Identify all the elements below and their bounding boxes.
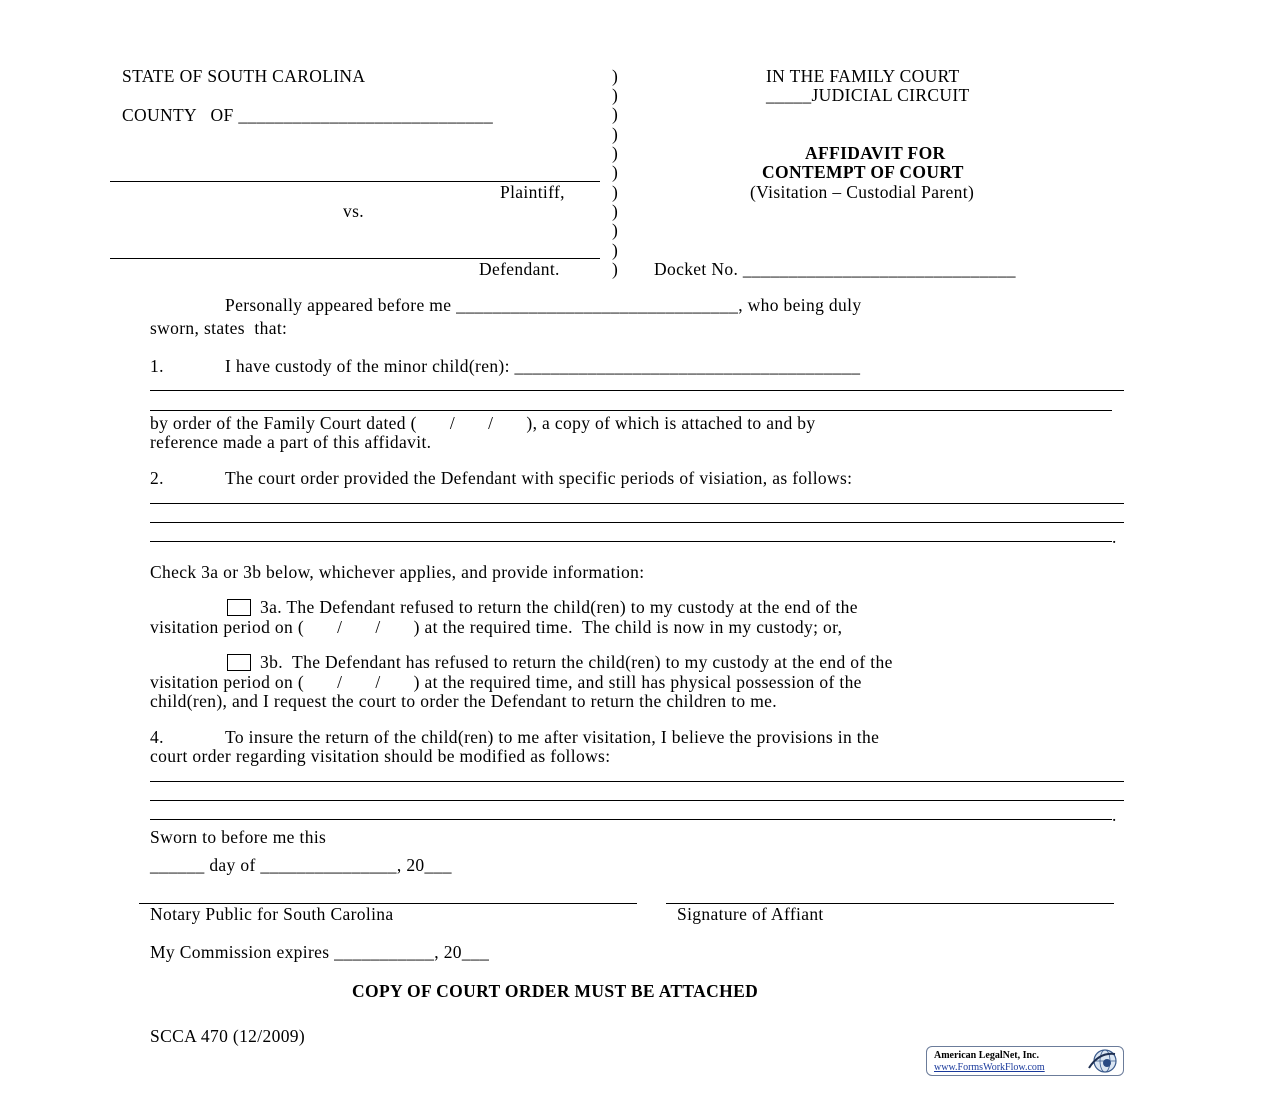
check-instruction: Check 3a or 3b below, whichever applies, and provide information: (150, 562, 645, 582)
blank-line (150, 781, 1124, 782)
item3b-line3: child(ren), and I request the court to order the Defendant to return the children to me. (150, 691, 778, 711)
item2-number: 2. (150, 468, 164, 488)
item1-order-line2: reference made a part of this affidavit. (150, 432, 432, 452)
commission-expires: My Commission expires ___________, 20___ (150, 942, 490, 962)
blank-line (150, 800, 1124, 801)
caption-paren: ) (612, 201, 618, 221)
caption-paren: ) (612, 259, 618, 279)
checkbox-3b[interactable] (227, 654, 251, 671)
item1-text: I have custody of the minor child(ren): ______________________________________ (225, 356, 861, 376)
intro-line-1: Personally appeared before me _______________________________, who being duly (225, 295, 862, 315)
defendant-label: Defendant. (479, 259, 560, 279)
item4-number: 4. (150, 727, 164, 747)
blank-line (150, 819, 1112, 820)
state-name: STATE OF SOUTH CAROLINA (122, 66, 366, 86)
form-subtitle: (Visitation – Custodial Parent) (750, 182, 975, 202)
item1-order-line1: by order of the Family Court dated ( / / ), a copy of which is attached to and by (150, 413, 816, 433)
item4-line2: court order regarding visitation should be modified as follows: (150, 746, 611, 766)
blank-line (150, 522, 1124, 523)
caption-paren: ) (612, 104, 618, 124)
blank-line (150, 390, 1124, 391)
item1-number: 1. (150, 356, 164, 376)
publisher-logo[interactable] (926, 1046, 1124, 1076)
item2-text: The court order provided the Defendant with specific periods of visiation, as follows: (225, 468, 853, 488)
item2-end-period: . (1112, 527, 1117, 547)
caption-paren: ) (612, 85, 618, 105)
docket-number: Docket No. ______________________________ (654, 259, 1016, 279)
sworn-line2: ______ day of _______________, 20___ (150, 855, 452, 875)
notary-label: Notary Public for South Carolina (150, 904, 394, 924)
globe-icon (1085, 1048, 1119, 1074)
plaintiff-label: Plaintiff, (500, 182, 565, 202)
court-name: IN THE FAMILY COURT (766, 66, 960, 86)
form-title-line2: CONTEMPT OF COURT (762, 162, 964, 182)
sworn-line1: Sworn to before me this (150, 827, 327, 847)
item4-end-period: . (1112, 805, 1117, 825)
item3b-line2: visitation period on ( / / ) at the required time, and still has physical possession of the (150, 672, 862, 692)
caption-paren: ) (612, 240, 618, 260)
caption-paren: ) (612, 124, 618, 144)
item3b-line1: 3b. The Defendant has refused to return the child(ren) to my custody at the end of the (260, 652, 893, 672)
caption-paren: ) (612, 182, 618, 202)
blank-line (150, 503, 1124, 504)
caption-paren: ) (612, 143, 618, 163)
judicial-circuit: _____JUDICIAL CIRCUIT (766, 85, 970, 105)
caption-paren: ) (612, 162, 618, 182)
intro-line-2: sworn, states that: (150, 318, 288, 338)
caption-paren: ) (612, 220, 618, 240)
logo-website-link[interactable]: www.FormsWorkFlow.com (934, 1062, 1045, 1073)
affiant-label: Signature of Affiant (677, 904, 824, 924)
item3a-line1: 3a. The Defendant refused to return the child(ren) to my custody at the end of the (260, 597, 858, 617)
form-id: SCCA 470 (12/2009) (150, 1026, 306, 1046)
attachment-notice: COPY OF COURT ORDER MUST BE ATTACHED (352, 981, 759, 1001)
blank-line (150, 410, 1112, 411)
checkbox-3a[interactable] (227, 599, 251, 616)
form-title-line1: AFFIDAVIT FOR (805, 143, 946, 163)
versus-label: vs. (343, 201, 364, 221)
caption-paren: ) (612, 66, 618, 86)
blank-line (150, 541, 1112, 542)
item4-line1: To insure the return of the child(ren) to me after visitation, I believe the provisions in the (225, 727, 880, 747)
logo-company-name: American LegalNet, Inc. (934, 1050, 1039, 1061)
item3a-line2: visitation period on ( / / ) at the required time. The child is now in my custody; or, (150, 617, 843, 637)
county-line: COUNTY OF ____________________________ (122, 105, 494, 125)
